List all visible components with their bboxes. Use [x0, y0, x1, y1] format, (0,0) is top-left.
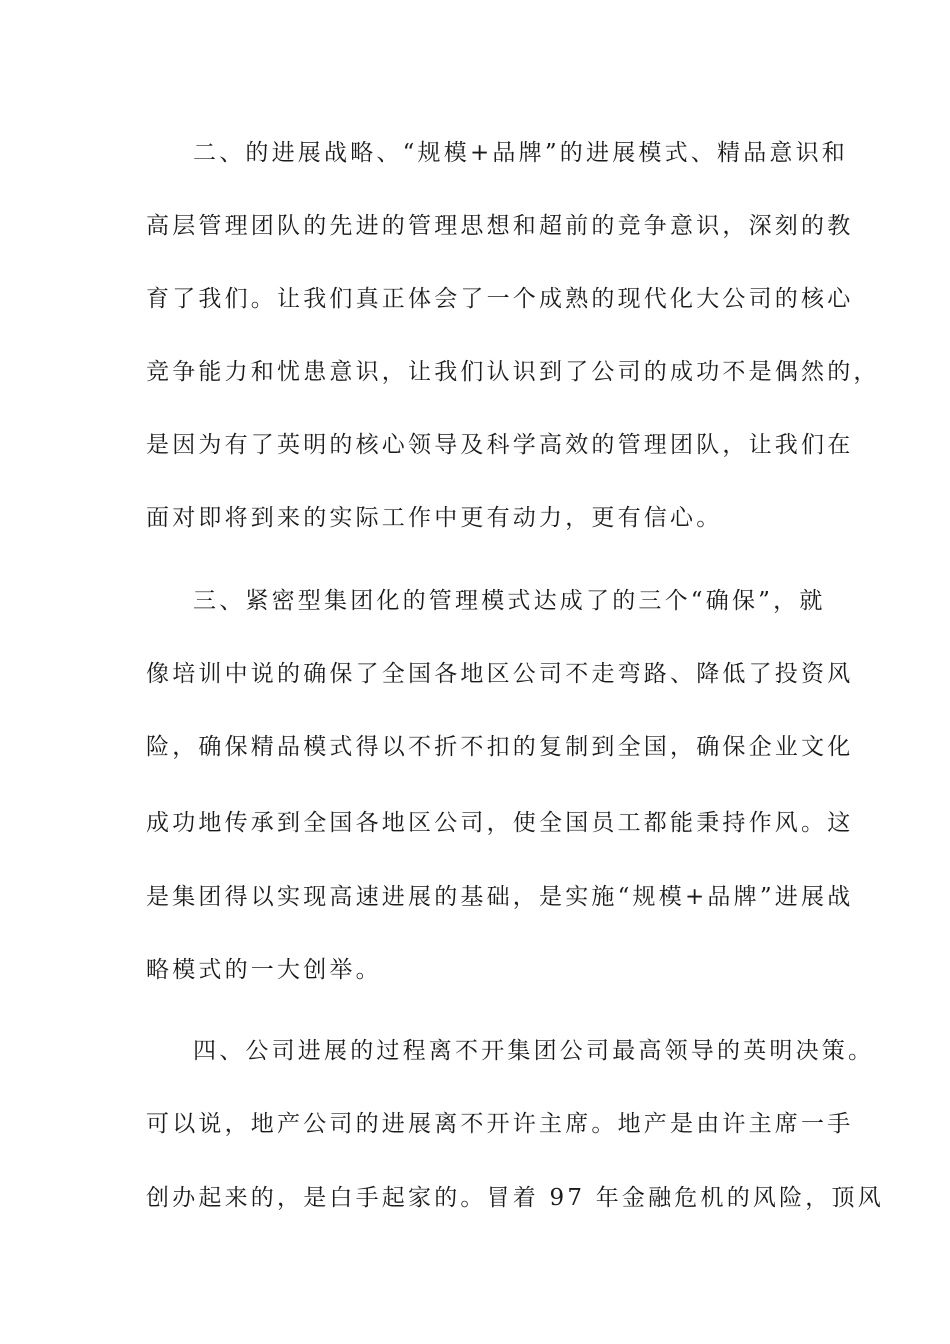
paragraph-line: 四、公司进展的过程离不开集团公司最高领导的英明决策。	[193, 1038, 875, 1064]
paragraph-line: 可以说，地产公司的进展离不开许主席。地产是由许主席一手	[146, 1111, 854, 1137]
paragraph-line: 面对即将到来的实际工作中更有动力，更有信心。	[146, 505, 723, 531]
paragraph-line: 是集团得以实现高速进展的基础，是实施“规模+品牌”进展战	[146, 884, 854, 910]
paragraph-line: 成功地传承到全国各地区公司，使全国员工都能秉持作风。这	[146, 810, 854, 836]
paragraph-line: 险，确保精品模式得以不折不扣的复制到全国，确保企业文化	[146, 734, 854, 760]
paragraph-line: 是因为有了英明的核心领导及科学高效的管理团队，让我们在	[146, 432, 854, 458]
paragraph-line: 高层管理团队的先进的管理思想和超前的竞争意识，深刻的教	[146, 213, 854, 239]
paragraph-line: 像培训中说的确保了全国各地区公司不走弯路、降低了投资风	[146, 661, 854, 687]
paragraph-line: 创办起来的，是白手起家的。冒着 97 年金融危机的风险，顶风	[146, 1185, 884, 1211]
paragraph-line: 略模式的一大创举。	[146, 957, 382, 983]
paragraph-line: 竞争能力和忧患意识，让我们认识到了公司的成功不是偶然的，	[146, 359, 880, 385]
paragraph-line: 三、紧密型集团化的管理模式达成了的三个“确保”，就	[193, 588, 826, 614]
paragraph-line: 育了我们。让我们真正体会了一个成熟的现代化大公司的核心	[146, 286, 854, 312]
paragraph-line: 二、的进展战略、“规模+品牌”的进展模式、精品意识和	[193, 140, 848, 166]
